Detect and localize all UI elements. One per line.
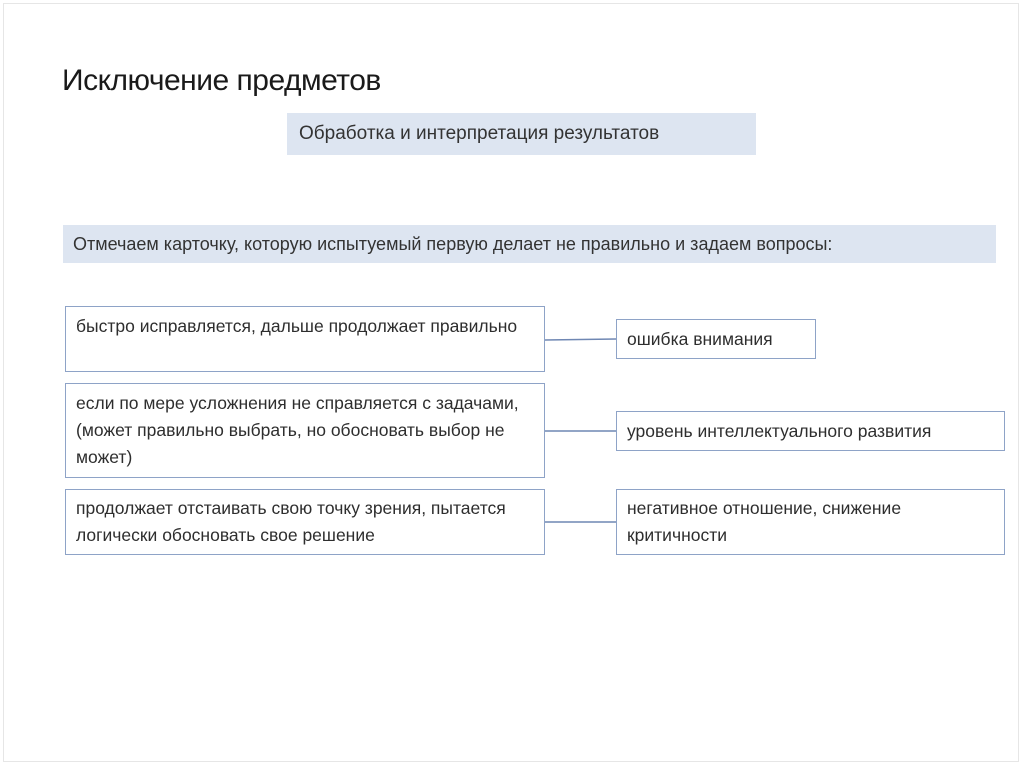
- outcome-box-quick-correction: быстро исправляется, дальше продолжает правильно: [65, 306, 545, 372]
- instruction-banner: Отмечаем карточку, которую испытуемый первую делает не правильно и задаем вопросы:: [63, 225, 996, 263]
- subtitle-banner: Обработка и интерпретация результатов: [287, 113, 756, 155]
- slide-title: Исключение предметов: [62, 64, 381, 97]
- interpretation-box-negative-attitude: негативное отношение, снижение критичности: [616, 489, 1005, 555]
- interpretation-box-attention-error: ошибка внимания: [616, 319, 816, 359]
- interpretation-box-intellectual-level: уровень интеллектуального развития: [616, 411, 1005, 451]
- outcome-box-cannot-cope: если по мере усложнения не справляется с задачами, (может правильно выбрать, но обосновать выбор не может): [65, 383, 545, 478]
- outcome-box-insists: продолжает отстаивать свою точку зрения, пытается логически обосновать свое решение: [65, 489, 545, 555]
